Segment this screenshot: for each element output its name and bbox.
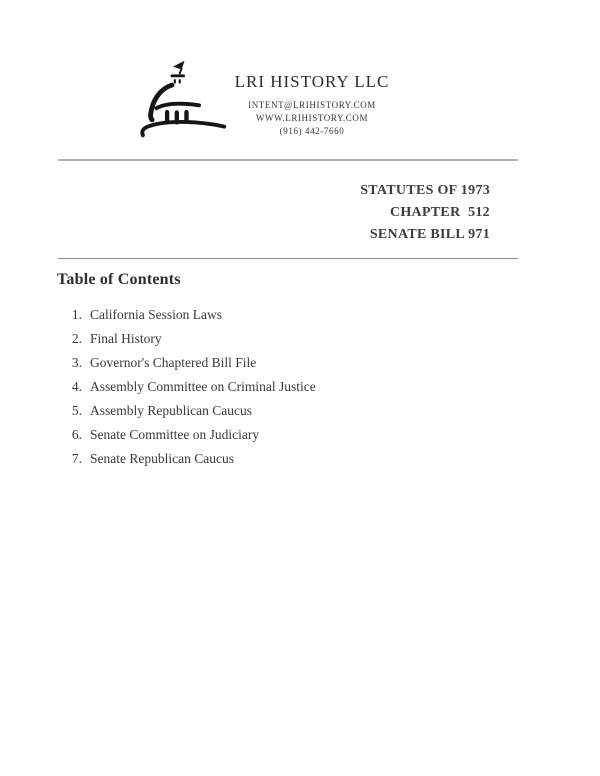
toc-item xyxy=(57,375,477,399)
capitol-dome-icon xyxy=(140,58,232,142)
divider-bottom xyxy=(58,258,518,259)
toc-item-number: 5. xyxy=(71,403,82,418)
statutes-line: STATUTES OF 1973 xyxy=(360,183,490,198)
toc-item-label: Senate Committee on Judiciary xyxy=(90,427,260,442)
logo-flag xyxy=(173,61,185,70)
toc-item xyxy=(57,351,477,375)
toc-item-label: Assembly Republican Caucus xyxy=(90,403,252,418)
toc-item-label: California Session Laws xyxy=(90,307,222,322)
toc-list xyxy=(57,303,477,471)
company-phone: (916) 442-7660 xyxy=(279,126,345,136)
company-website: WWW.LRIHISTORY.COM xyxy=(255,113,369,123)
company-email: INTENT@LRIHISTORY.COM xyxy=(248,100,376,110)
toc-item xyxy=(57,399,477,423)
toc-item xyxy=(57,423,477,447)
toc-item-label: Governor's Chaptered Bill File xyxy=(90,355,257,370)
toc-item-number: 1. xyxy=(71,307,82,322)
divider-top xyxy=(58,159,518,161)
toc-item-number: 7. xyxy=(71,451,82,466)
toc-title: Table of Contents xyxy=(57,271,181,288)
toc-item-label: Final History xyxy=(90,331,162,346)
toc-item xyxy=(57,327,477,351)
toc-item-number: 2. xyxy=(71,331,82,346)
toc-item-number: 3. xyxy=(71,355,82,370)
toc-item xyxy=(57,303,477,327)
toc-item-number: 4. xyxy=(71,379,82,394)
chapter-line: CHAPTER 512 xyxy=(389,205,490,220)
toc-item xyxy=(57,447,477,471)
bill-reference xyxy=(360,180,490,246)
toc-item-number: 6. xyxy=(71,427,82,442)
company-name: LRI HISTORY LLC xyxy=(234,72,390,91)
toc-item-label: Assembly Committee on Criminal Justice xyxy=(90,379,316,394)
senate-bill-line: SENATE BILL 971 xyxy=(369,227,490,242)
letterhead-text xyxy=(226,72,398,138)
toc-item-label: Senate Republican Caucus xyxy=(90,451,234,466)
contact-block xyxy=(226,99,398,138)
